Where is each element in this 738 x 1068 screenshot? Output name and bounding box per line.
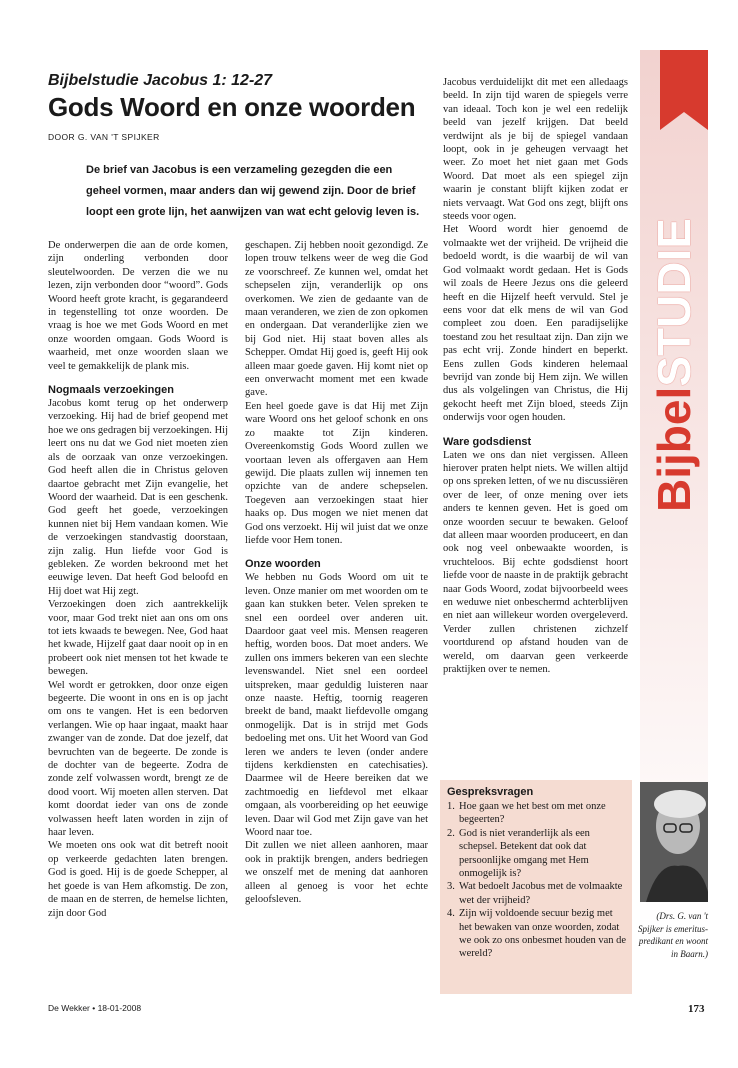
question-number: 3. bbox=[447, 881, 455, 893]
body-paragraph: Laten we ons dan niet vergissen. Alleen hierover praten helpt niets. We willen altijd op ons spreken letten, of we nu discussiëren over de leer, of onze mening over iets anders te kennen geven. Het is goed om onze woorden secuur te bewaken. Geloof dat alleen maar woorden produceert, en dan ook nog veel onbewaakte woorden, is vruchteloos. Bij echte godsdienst hoort liefde voor de naaste in de praktijk gebracht naar Gods Woord, zodat bijvoorbeeld wees en weduwe niet onbeschermd achterblijven en niet aan willekeur worden overgeleverd. Verder zullen christenen zichzelf voortdurend op afstand houden van de wereld, om daarvan geen verkeerde praktijken over te nemen. bbox=[443, 449, 628, 676]
question-number: 4. bbox=[447, 908, 455, 920]
question-item bbox=[447, 907, 627, 961]
photo-caption: (Drs. G. van 't Spijker is emeritus-predikant en woont in Baarn.) bbox=[638, 911, 708, 959]
body-paragraph: Dit zullen we niet alleen aanhoren, maar ook in praktijk brengen, anders bedriegen we onszelf met de mening dat aanhoren alleen al genoeg is voor het echte geloofsleven. bbox=[245, 840, 428, 906]
body-paragraph: We hebben nu Gods Woord om uit te leven. Onze manier om met woorden om te gaan kan stukken beter. Velen spreken te snel een oordeel over anderen uit. Daardoor gaat veel mis. Mensen reageren heftig, worden boos. Dat moet anders. We zullen ons immers bekeren van een slechte levenswandel. Niet snel een oordeel uitspreken, maar geduldig luisteren naar onze naaste. Heftig, toornig reageren breekt de band, maakt liefdevolle omgang onmogelijk. Dat is in strijd met Gods bedoeling met ons. Uit het Woord van God leren we anders te leven (onder andere tijdens kerkdiensten en catechisaties). Daarmee wil de Heere bereiken dat we zachtmoedig en liefdevol met elkaar omgaan, als voorbereiding op het eeuwige leven. Daar wil God met Zijn gave van het Woord naar toe. bbox=[245, 572, 428, 839]
body-paragraph: Verzoekingen doen zich aantrekkelijk voor, maar God trekt niet aan ons om ons tot iets kwaads te bewegen. Nee, God haat het kwade, Hijzelf gaat daar nooit op in en probeert ook niet mensen tot het kwade te bewegen. bbox=[48, 599, 228, 678]
body-paragraph: Een heel goede gave is dat Hij met Zijn ware Woord ons het geloof schonk en ons zo maakte tot Zijn kinderen. Overeenkomstig Gods Woord zullen we voortaan leven als offergaven aan Hem gewijd. Die plaats zullen wij innemen ten opzichte van de andere schepselen. Toegeven aan verzoekingen staat hier haaks op. Dus mogen we niet menen dat God ons verzoekt. Hij wil juist dat we onze liefde voor Hem tonen. bbox=[245, 400, 428, 546]
body-paragraph: Wel wordt er getrokken, door onze eigen begeerte. Die woont in ons en is op jacht om ons te vangen. Het is een bedorven verlangen. Wie op haar ingaat, maakt haar zwanger van de zonde. Dat doe jezelf, dat bevruchten van de begeerte. De zonde is de dochter van de begeerte. Zodra de zonde zelf volwassen wordt, brengt ze de dood voort. Wij moeten allen sterven. Dat komt doordat ieder van ons de zonde volwassen heeft laten worden in zijn of haar leven. bbox=[48, 679, 228, 839]
section-heading: Onze woorden bbox=[245, 558, 321, 571]
column-3 bbox=[443, 76, 628, 676]
question-text: Wat bedoelt Jacobus met de volmaakte wet der vrijheid? bbox=[459, 881, 623, 906]
sidebar-word-studie: STUDIE bbox=[648, 218, 700, 387]
sidebar-heading bbox=[648, 218, 724, 512]
page-title: Gods Woord en onze woorden bbox=[48, 92, 416, 122]
body-paragraph: De onderwerpen die aan de orde komen, zijn onderling verbonden door sleutelwoorden. De verzen die we nu lezen, zijn verbonden door “woord”. Gods Woord heeft grote kracht, is gegarandeerd in tegenstelling tot onze woorden. De vraag is hoe we met Gods Woord en met onze woorden omgaan. Gods Woord is waarheid, met onze woorden slaan we veel te gemakkelijk de plank mis. bbox=[48, 240, 228, 372]
section-heading: Nogmaals verzoekingen bbox=[48, 384, 174, 397]
questions-title: Gespreksvragen bbox=[447, 786, 534, 798]
column-2 bbox=[245, 239, 428, 907]
author-photo bbox=[640, 782, 708, 902]
page-number: 173 bbox=[688, 1003, 705, 1015]
question-text: Zijn wij voldoende secuur bezig met het bewaken van onze woorden, zodat we ook zo ons onbesmet houden van de wereld? bbox=[459, 908, 627, 960]
question-item bbox=[447, 827, 627, 881]
kicker: Bijbelstudie Jacobus 1: 12-27 bbox=[48, 72, 273, 89]
section-heading: Ware godsdienst bbox=[443, 435, 532, 448]
question-item bbox=[447, 880, 627, 907]
question-item bbox=[447, 800, 627, 827]
body-paragraph: Jacobus verduidelijkt dit met een alledaags beeld. In zijn tijd waren de spiegels verre van ideaal. Toch kon je wel een redelijk beeld van jezelf krijgen. Dat beeld verdwijnt als je bij de spiegel vandaan loopt, ook in je geheugen vervaagt het weer. Zo moet het niet gaan met Gods Woord. Dat moet als een spiegel zijn waarin je constant blijft kijken zodat er niets vervaagt. Wat God ons zegt, blijft ons steeds voor ogen. bbox=[443, 77, 628, 223]
body-paragraph: Jacobus komt terug op het onderwerp verzoeking. Hij had de brief geopend met hoe we ons gedragen bij verzoekingen. Hij leert ons nu dat we God niet moeten zien als de oorzaak van onze verzoekingen. God heeft allen die in Christus geloven daartoe gebracht met Zijn evangelie, het Woord der waarheid. Dat is een geschenk. God geeft het goede, verzoekingen kunnen niet bij Hem vandaan komen. Wie de verzoekingen standvastig doorstaan, zijn zalig. Hun liefde voor God is gebleken. Ze worden bekroond met het eeuwige leven. Dat heeft God beloofd en Hij doet wat Hij zegt. bbox=[48, 398, 228, 597]
column-1 bbox=[48, 239, 228, 920]
question-text: God is niet veranderlijk als een schepsel. Betekent dat ook dat persoonlijke omgang met Hem onmogelijk is? bbox=[459, 827, 590, 880]
sidebar-word-bijbel: Bijbel bbox=[648, 386, 700, 512]
byline: DOOR G. VAN 'T SPIJKER bbox=[48, 132, 160, 142]
body-paragraph: We moeten ons ook wat dit betreft nooit op verkeerde gedachten laten brengen. God is goed. Hij is de goede Schepper, al het goede is van Hem afkomstig. De zon, de maan en de sterren, de hemelse lichten, zijn door God bbox=[48, 840, 228, 919]
body-paragraph: geschapen. Zij hebben nooit gezondigd. Ze lopen trouw telkens weer de weg die God ze voorschreef. Ze kunnen wel, omdat het schepselen zijn, veranderlijk op ons overkomen. We zien de gedaante van de maan veranderen, we zien de zon opkomen en ondergaan. Dat veranderlijke zien we bij God niet. Hij staat boven alles als Schepper. Omdat Hij goed is, geeft Hij ook alleen maar goede gaven. Hij komt niet op een onverwacht moment met een kwade gave. bbox=[245, 240, 428, 399]
question-text: Hoe gaan we het best om met onze begeerten? bbox=[459, 801, 606, 826]
question-number: 2. bbox=[447, 827, 455, 839]
footer-publication: De Wekker • 18-01-2008 bbox=[48, 1003, 142, 1013]
questions-list bbox=[447, 800, 627, 961]
question-number: 1. bbox=[447, 801, 455, 812]
body-paragraph: Het Woord wordt hier genoemd de volmaakte wet der vrijheid. De vrijheid die bedoeld wordt, is die waarbij de wil van God volmaakt wordt gedaan. Het is Gods wil zoals de Heere Jezus ons die geleerd heeft en die Hijzelf heeft vervuld. Stel je eens voor dat elk mens de wil van God compleet zou doen. Een paradijselijke toestand zou het resultaat zijn. Dan zijn we pas echt vrij. Zonde hindert en beperkt. Eens zullen Gods kinderen helemaal bevrijd van zonde bij Hem zijn. We willen dus als volgelingen van Christus, die Hij gekocht heeft met Zijn bloed, steeds Zijn onderwijs voor ogen houden. bbox=[443, 224, 628, 424]
intro-paragraph: De brief van Jacobus is een verzameling gezegden die een geheel vormen, maar anders dan wij gewend zijn. Door de brief loopt een grote lijn, het aanwijzen van wat echt gelovig leven is. bbox=[86, 164, 420, 218]
bookmark-tab-icon bbox=[660, 50, 708, 130]
